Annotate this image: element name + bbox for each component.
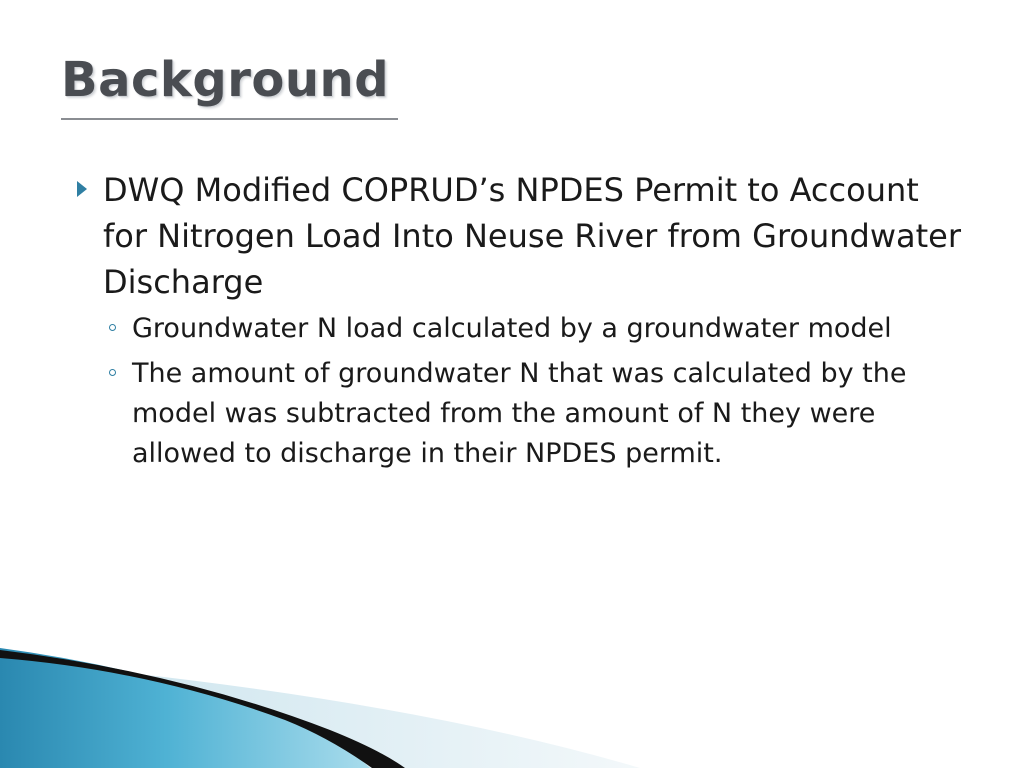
slide-title: Background (61, 52, 390, 108)
bullet-level2 (105, 309, 964, 349)
swoosh-pale-band (120, 672, 640, 768)
ring-icon (109, 324, 116, 331)
swoosh-dark-band (0, 650, 405, 768)
swoosh-blue-band (0, 648, 370, 768)
title-underline (61, 118, 398, 120)
sub-bullet-list (74, 309, 964, 474)
bullet-level2-text: Groundwater N load calculated by a groundwater model (132, 313, 892, 344)
ring-icon (109, 369, 116, 376)
bullet-level2 (105, 354, 964, 474)
bullet-level2-text: The amount of groundwater N that was calculated by the model was subtracted from the amount of N they were allowed to discharge in their NPDES permit. (132, 358, 907, 469)
bullet-level1 (74, 167, 964, 305)
bullet-level1-text: DWQ Modified COPRUD’s NPDES Permit to Account for Nitrogen Load Into Neuse River from Groundwater Discharge (103, 171, 962, 301)
slide-content (74, 167, 964, 479)
triangle-right-icon (77, 181, 87, 197)
